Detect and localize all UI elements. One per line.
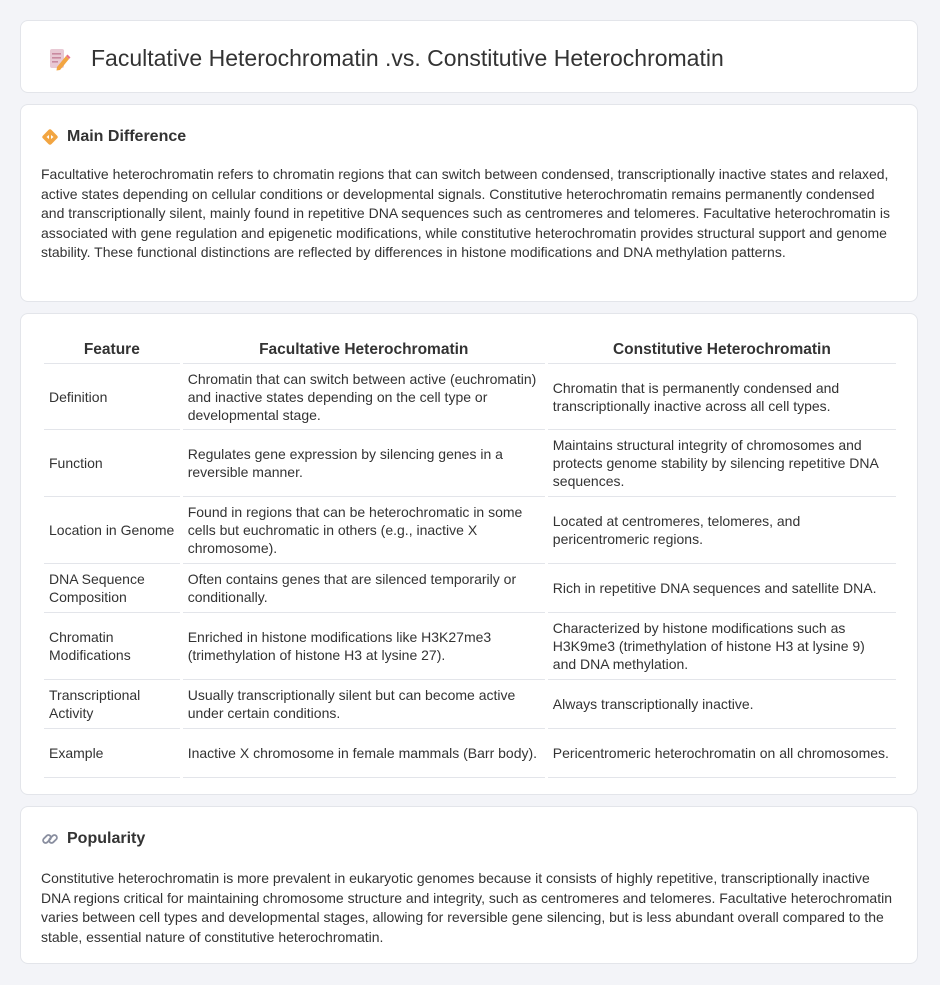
table-row (44, 364, 896, 430)
document-edit-icon (47, 47, 71, 71)
column-header-constitutive: Constitutive Heterochromatin (548, 334, 896, 364)
table-header-row (44, 334, 896, 364)
popularity-text: Constitutive heterochromatin is more prevalent in eukaryotic genomes because it consists of highly repetitive, transcriptionally inactive DNA regions critical for maintaining chromosome structure and integrity, such as centromeres and telomeres. Facultative heterochromatin varies between cell types and developmental stages, allowing for reversible gene silencing, but is less abundant overall compared to the stable, essential nature of constitutive heterochromatin. (41, 870, 893, 945)
constitutive-cell: Pericentromeric heterochromatin on all chromosomes. (548, 729, 896, 778)
feature-cell: Transcriptional Activity (44, 680, 180, 729)
diamond-arrows-icon (41, 128, 59, 146)
constitutive-cell: Rich in repetitive DNA sequences and satellite DNA. (548, 564, 896, 613)
table-row (44, 729, 896, 778)
facultative-cell: Usually transcriptionally silent but can become active under certain conditions. (183, 680, 545, 729)
facultative-cell: Enriched in histone modifications like H3K27me3 (trimethylation of histone H3 at lysine 27). (183, 613, 545, 680)
title-card (20, 20, 918, 93)
popularity-heading: Popularity (67, 830, 146, 847)
popularity-header (41, 829, 145, 849)
constitutive-cell: Maintains structural integrity of chromosomes and protects genome stability by silencing repetitive DNA sequences. (548, 430, 896, 497)
constitutive-cell: Always transcriptionally inactive. (548, 680, 896, 729)
page-title: Facultative Heterochromatin .vs. Constitutive Heterochromatin (91, 45, 724, 71)
feature-cell: Location in Genome (44, 497, 180, 564)
facultative-cell: Chromatin that can switch between active (euchromatin) and inactive states depending on the cell type or developmental stage. (183, 364, 545, 430)
popularity-section (20, 806, 918, 964)
column-header-facultative: Facultative Heterochromatin (183, 334, 545, 364)
table-row (44, 497, 896, 564)
comparison-table (41, 334, 899, 778)
constitutive-cell: Characterized by histone modifications such as H3K9me3 (trimethylation of histone H3 at lysine 9) and DNA methylation. (548, 613, 896, 680)
feature-cell: Definition (44, 364, 180, 430)
facultative-cell: Regulates gene expression by silencing genes in a reversible manner. (183, 430, 545, 497)
table-row (44, 430, 896, 497)
facultative-cell: Often contains genes that are silenced temporarily or conditionally. (183, 564, 545, 613)
main-difference-text: Facultative heterochromatin refers to chromatin regions that can switch between condensed, transcriptionally inactive states and relaxed, active states depending on cellular conditions or developmental signals. Constitutive heterochromatin remains permanently condensed and transcriptionally silent, mainly found in repetitive DNA sequences such as centromeres and telomeres. Facultative heterochromatin is associated with gene regulation and epigenetic modifications, while constitutive heterochromatin provides structural support and genome stability. These functional distinctions are reflected by differences in histone modifications and DNA methylation patterns. (41, 166, 890, 260)
main-difference-section (20, 104, 918, 302)
table-row (44, 564, 896, 613)
main-difference-heading: Main Difference (67, 128, 187, 145)
constitutive-cell: Chromatin that is permanently condensed and transcriptionally inactive across all cell types. (548, 364, 896, 430)
feature-cell: DNA Sequence Composition (44, 564, 180, 613)
feature-cell: Example (44, 729, 180, 778)
column-header-feature: Feature (44, 334, 180, 364)
constitutive-cell: Located at centromeres, telomeres, and pericentromeric regions. (548, 497, 896, 564)
feature-cell: Chromatin Modifications (44, 613, 180, 680)
table-row (44, 680, 896, 729)
feature-cell: Function (44, 430, 180, 497)
comparison-section (20, 313, 918, 795)
facultative-cell: Inactive X chromosome in female mammals (Barr body). (183, 729, 545, 778)
facultative-cell: Found in regions that can be heterochromatic in some cells but euchromatic in others (e.g., inactive X chromosome). (183, 497, 545, 564)
link-icon (41, 830, 59, 848)
table-row (44, 613, 896, 680)
main-difference-header (41, 127, 186, 147)
